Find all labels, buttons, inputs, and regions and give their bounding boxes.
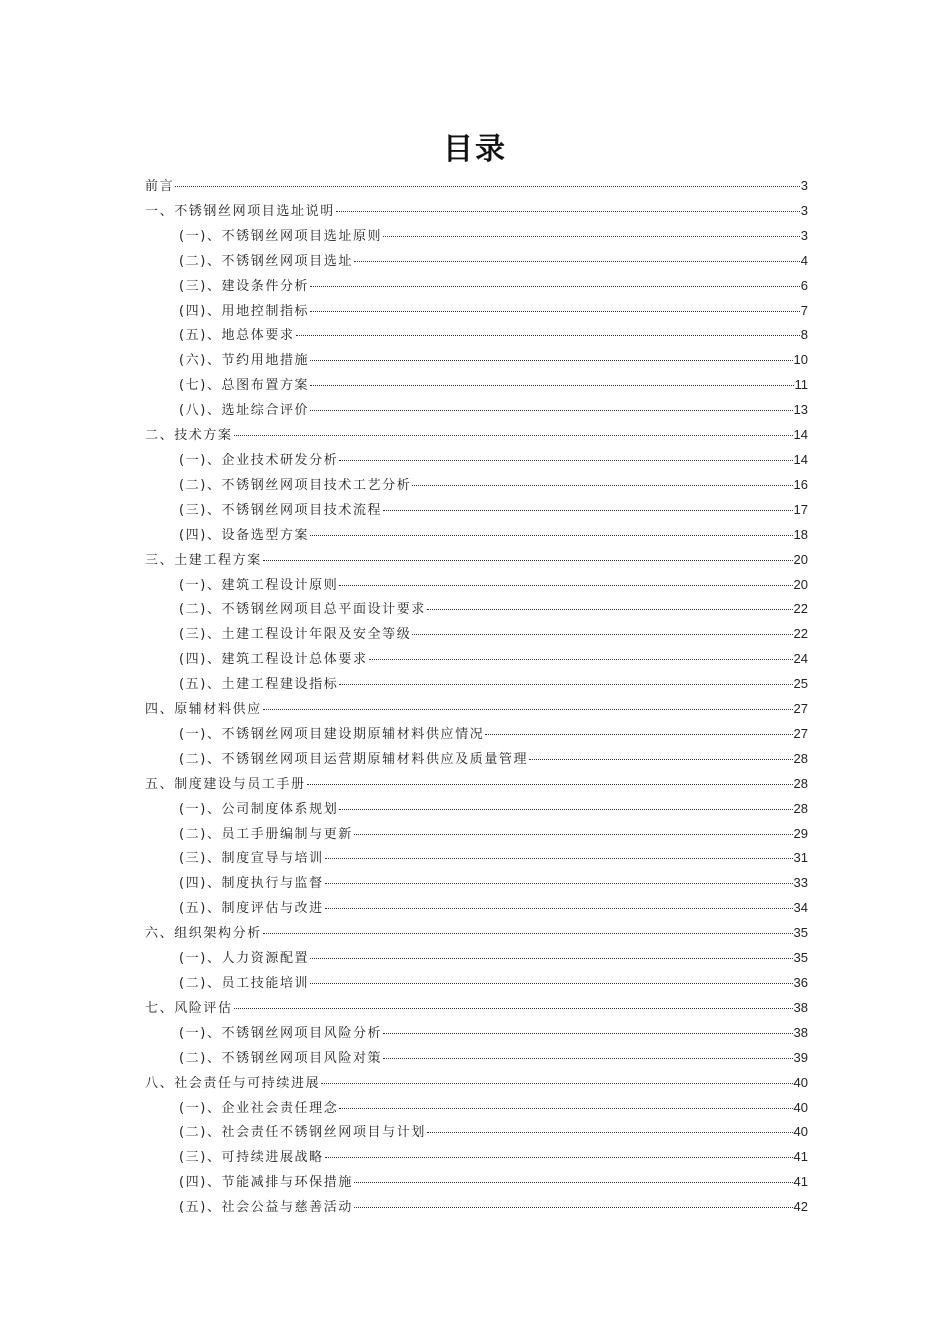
toc-entry-label: (三)、不锈钢丝网项目技术流程 <box>179 502 383 518</box>
toc-entry-label: (五)、地总体要求 <box>179 328 295 344</box>
toc-section-entry[interactable] <box>145 697 808 722</box>
toc-entry-label: (四)、设备选型方案 <box>179 527 310 543</box>
toc-entry-page-number: 8 <box>800 327 808 343</box>
toc-entry-page-number: 40 <box>793 1124 808 1140</box>
dot-leader <box>354 1207 793 1208</box>
toc-entry-page-number: 28 <box>793 750 808 766</box>
toc-entry-label: 五、制度建设与员工手册 <box>145 776 306 792</box>
toc-entry-page-number: 20 <box>793 576 808 592</box>
toc-entry-page-number: 22 <box>793 601 808 617</box>
toc-subsection-entry[interactable] <box>145 672 808 697</box>
toc-entry-page-number: 40 <box>793 1074 808 1090</box>
toc-subsection-entry[interactable] <box>145 448 808 473</box>
toc-subsection-entry[interactable] <box>145 1195 808 1220</box>
toc-entry-label: (二)、员工技能培训 <box>179 976 310 991</box>
dot-leader <box>325 1157 793 1158</box>
toc-entry-label: (一)、建筑工程设计原则 <box>179 577 339 593</box>
toc-subsection-entry[interactable] <box>145 398 808 423</box>
toc-entry-label: 四、原辅材料供应 <box>145 702 262 718</box>
toc-entry-page-number: 14 <box>793 427 808 443</box>
toc-section-entry[interactable] <box>145 423 808 448</box>
toc-section-entry[interactable] <box>145 1071 808 1096</box>
dot-leader <box>310 385 793 386</box>
toc-entry-label: (八)、选址综合评价 <box>179 403 310 419</box>
toc-subsection-entry[interactable] <box>145 523 808 548</box>
dot-leader <box>234 1008 793 1009</box>
toc-entry-page-number: 10 <box>793 352 808 368</box>
toc-entry-label: (三)、土建工程设计年限及安全等级 <box>179 627 412 643</box>
toc-title: 目录 <box>443 132 507 167</box>
toc-entry-page-number: 7 <box>800 302 808 318</box>
toc-entry-label: 一、不锈钢丝网项目选址说明 <box>145 203 335 219</box>
toc-entry-page-number: 27 <box>793 725 808 741</box>
dot-leader <box>310 311 800 312</box>
dot-leader <box>383 1033 792 1034</box>
toc-subsection-entry[interactable] <box>145 249 808 274</box>
toc-entry-label: (二)、不锈钢丝网项目选址 <box>179 253 353 269</box>
toc-entry-label: 二、技术方案 <box>145 428 233 444</box>
toc-section-entry[interactable] <box>145 548 808 573</box>
toc-subsection-entry[interactable] <box>145 896 808 921</box>
toc-entry-page-number: 3 <box>800 178 808 193</box>
dot-leader <box>307 784 793 785</box>
dot-leader <box>310 983 792 984</box>
toc-subsection-entry[interactable] <box>145 323 808 348</box>
toc-entry-page-number: 28 <box>793 800 808 816</box>
toc-entry-page-number: 35 <box>793 925 808 941</box>
toc-entry-label: (六)、节约用地措施 <box>179 353 310 369</box>
dot-leader <box>383 510 792 511</box>
toc-subsection-entry[interactable] <box>145 1170 808 1195</box>
toc-entry-page-number: 3 <box>800 202 808 218</box>
toc-entry-label: (五)、制度评估与改进 <box>179 901 324 917</box>
toc-list <box>145 174 808 1220</box>
dot-leader <box>427 609 793 610</box>
toc-entry-page-number: 24 <box>793 651 808 667</box>
dot-leader <box>310 535 792 536</box>
toc-subsection-entry[interactable] <box>145 1021 808 1046</box>
toc-entry-label: (三)、可持续进展战略 <box>179 1150 324 1166</box>
dot-leader <box>325 858 793 859</box>
toc-subsection-entry[interactable] <box>145 274 808 299</box>
toc-entry-label: (七)、总图布置方案 <box>179 378 310 394</box>
toc-entry-page-number: 42 <box>793 1199 808 1215</box>
toc-subsection-entry[interactable] <box>145 1096 808 1121</box>
toc-subsection-entry[interactable] <box>145 1046 808 1071</box>
toc-entry-label: (二)、不锈钢丝网项目风险对策 <box>179 1050 383 1066</box>
toc-subsection-entry[interactable] <box>145 747 808 772</box>
toc-entry-page-number: 38 <box>793 999 808 1015</box>
toc-subsection-entry[interactable] <box>145 1120 808 1145</box>
toc-subsection-entry[interactable] <box>145 871 808 896</box>
toc-entry-page-number: 11 <box>794 377 808 393</box>
dot-leader <box>175 186 800 187</box>
toc-subsection-entry[interactable] <box>145 373 808 398</box>
dot-leader <box>336 211 800 212</box>
toc-entry-page-number: 29 <box>793 825 808 841</box>
toc-entry-label: 三、土建工程方案 <box>145 552 262 568</box>
toc-entry-label: (二)、不锈钢丝网项目运营期原辅材料供应及质量管理 <box>179 751 529 767</box>
dot-leader <box>369 659 793 660</box>
toc-entry-page-number: 13 <box>793 402 808 418</box>
toc-entry-label: (三)、建设条件分析 <box>179 278 310 294</box>
dot-leader <box>412 634 792 635</box>
dot-leader <box>310 360 792 361</box>
toc-entry-page-number: 4 <box>800 252 808 268</box>
toc-entry-page-number: 22 <box>793 626 808 642</box>
toc-entry-page-number: 41 <box>793 1149 808 1165</box>
dot-leader <box>339 684 792 685</box>
toc-entry-label: (五)、土建工程建设指标 <box>179 677 339 693</box>
toc-entry-label: 八、社会责任与可持续进展 <box>145 1075 321 1091</box>
dot-leader <box>354 1182 793 1183</box>
toc-entry-page-number: 20 <box>793 551 808 567</box>
toc-entry-page-number: 6 <box>800 277 808 293</box>
dot-leader <box>339 460 792 461</box>
toc-entry-label: (二)、社会责任不锈钢丝网项目与计划 <box>179 1125 426 1141</box>
toc-section-entry[interactable] <box>145 199 808 224</box>
toc-entry-page-number: 41 <box>793 1174 808 1190</box>
dot-leader <box>383 236 800 237</box>
toc-subsection-entry[interactable] <box>145 946 808 971</box>
toc-subsection-entry[interactable] <box>145 846 808 871</box>
toc-entry-page-number: 39 <box>793 1049 808 1065</box>
dot-leader <box>339 585 792 586</box>
toc-subsection-entry[interactable] <box>145 573 808 598</box>
dot-leader <box>310 286 800 287</box>
toc-entry-page-number: 35 <box>793 950 808 966</box>
toc-subsection-entry[interactable] <box>145 647 808 672</box>
toc-subsection-entry[interactable] <box>145 722 808 747</box>
toc-entry-label: (四)、节能减排与环保措施 <box>179 1175 353 1191</box>
toc-entry-page-number: 38 <box>793 1024 808 1040</box>
toc-section-entry[interactable] <box>145 996 808 1021</box>
dot-leader <box>354 834 793 835</box>
toc-subsection-entry[interactable] <box>145 473 808 498</box>
toc-subsection-entry[interactable] <box>145 348 808 373</box>
toc-entry-label: (四)、制度执行与监督 <box>179 876 324 892</box>
dot-leader <box>339 809 792 810</box>
toc-entry-label: 六、组织架构分析 <box>145 926 262 942</box>
toc-subsection-entry[interactable] <box>145 597 808 622</box>
dot-leader <box>485 734 792 735</box>
toc-subsection-entry[interactable] <box>145 1145 808 1170</box>
toc-entry-label: (一)、人力资源配置 <box>179 951 310 967</box>
dot-leader <box>339 1108 792 1109</box>
toc-entry-page-number: 28 <box>793 775 808 791</box>
toc-subsection-entry[interactable] <box>145 822 808 847</box>
dot-leader <box>321 1083 792 1084</box>
toc-section-entry[interactable] <box>145 772 808 797</box>
toc-entry-page-number: 18 <box>793 526 808 542</box>
toc-entry-page-number: 14 <box>793 451 808 467</box>
dot-leader <box>412 485 792 486</box>
dot-leader <box>263 933 793 934</box>
toc-entry-label: (二)、不锈钢丝网项目技术工艺分析 <box>179 477 412 493</box>
toc-entry-page-number: 25 <box>793 676 808 692</box>
toc-entry-label: (二)、员工手册编制与更新 <box>179 826 353 842</box>
toc-entry-page-number: 34 <box>793 900 808 916</box>
toc-entry-label: (五)、社会公益与慈善活动 <box>179 1200 353 1216</box>
dot-leader <box>310 410 792 411</box>
toc-entry-label: 七、风险评估 <box>145 1000 233 1016</box>
toc-entry-page-number: 27 <box>793 701 808 717</box>
toc-subsection-entry[interactable] <box>145 797 808 822</box>
toc-entry-label: (一)、不锈钢丝网项目选址原则 <box>179 228 383 244</box>
toc-entry-page-number: 40 <box>793 1099 808 1115</box>
dot-leader <box>310 958 792 959</box>
toc-entry-label: (一)、公司制度体系规划 <box>179 801 339 817</box>
toc-entry-label: (一)、不锈钢丝网项目风险分析 <box>179 1025 383 1041</box>
dot-leader <box>427 1132 793 1133</box>
dot-leader <box>263 709 793 710</box>
toc-section-entry[interactable] <box>145 921 808 946</box>
toc-entry-page-number: 3 <box>800 227 808 243</box>
toc-entry-label: (四)、用地控制指标 <box>179 303 310 319</box>
toc-entry-page-number: 36 <box>793 975 808 990</box>
toc-section-entry[interactable] <box>145 174 808 199</box>
toc-entry-label: (一)、企业社会责任理念 <box>179 1100 339 1116</box>
toc-subsection-entry[interactable] <box>145 622 808 647</box>
toc-entry-page-number: 16 <box>793 476 808 492</box>
toc-entry-label: (四)、建筑工程设计总体要求 <box>179 652 368 668</box>
toc-entry-label: (一)、企业技术研发分析 <box>179 452 339 468</box>
toc-entry-page-number: 33 <box>793 875 808 891</box>
toc-entry-label: (二)、不锈钢丝网项目总平面设计要求 <box>179 602 426 618</box>
toc-entry-page-number: 31 <box>793 850 808 866</box>
dot-leader <box>263 560 793 561</box>
toc-subsection-entry[interactable] <box>145 299 808 324</box>
toc-entry-page-number: 17 <box>793 501 808 517</box>
toc-subsection-entry[interactable] <box>145 971 808 996</box>
dot-leader <box>296 335 800 336</box>
toc-entry-label: 前言 <box>145 179 175 194</box>
dot-leader <box>383 1058 792 1059</box>
dot-leader <box>354 261 800 262</box>
dot-leader <box>325 908 793 909</box>
toc-subsection-entry[interactable] <box>145 224 808 249</box>
toc-entry-label: (一)、不锈钢丝网项目建设期原辅材料供应情况 <box>179 726 485 742</box>
toc-subsection-entry[interactable] <box>145 498 808 523</box>
dot-leader <box>529 759 792 760</box>
dot-leader <box>234 435 793 436</box>
toc-entry-label: (三)、制度宣导与培训 <box>179 851 324 867</box>
dot-leader <box>325 883 793 884</box>
